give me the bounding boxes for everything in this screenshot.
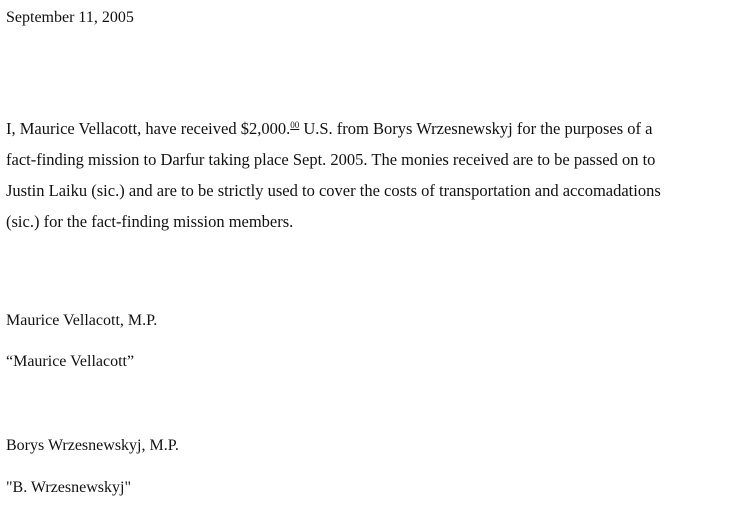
paragraph-line-1-start: I, Maurice Vellacott, have received $2,000. [6, 119, 291, 138]
paragraph-line-3: Justin Laiku (sic.) and are to be strictly used to cover the costs of transportation and accomadations [6, 181, 661, 200]
signature-wrzesnewskyj: "B. Wrzesnewskyj" [6, 479, 131, 496]
document-date: September 11, 2005 [6, 9, 134, 26]
signatory-name-wrzesnewskyj: Borys Wrzesnewskyj, M.P. [6, 437, 179, 454]
signature-vellacott: “Maurice Vellacott” [6, 353, 135, 370]
paragraph-line-1-end: U.S. from Borys Wrzesnewskyj for the purposes of a [299, 119, 653, 138]
receipt-paragraph [6, 113, 728, 237]
cents-superscript: 00 [290, 120, 300, 130]
signatory-name-vellacott: Maurice Vellacott, M.P. [6, 312, 158, 329]
paragraph-line-2: fact-finding mission to Darfur taking place Sept. 2005. The monies received are to be passed on to [6, 150, 656, 169]
paragraph-line-1 [6, 113, 728, 144]
paragraph-line-4: (sic.) for the fact-finding mission members. [6, 212, 294, 231]
